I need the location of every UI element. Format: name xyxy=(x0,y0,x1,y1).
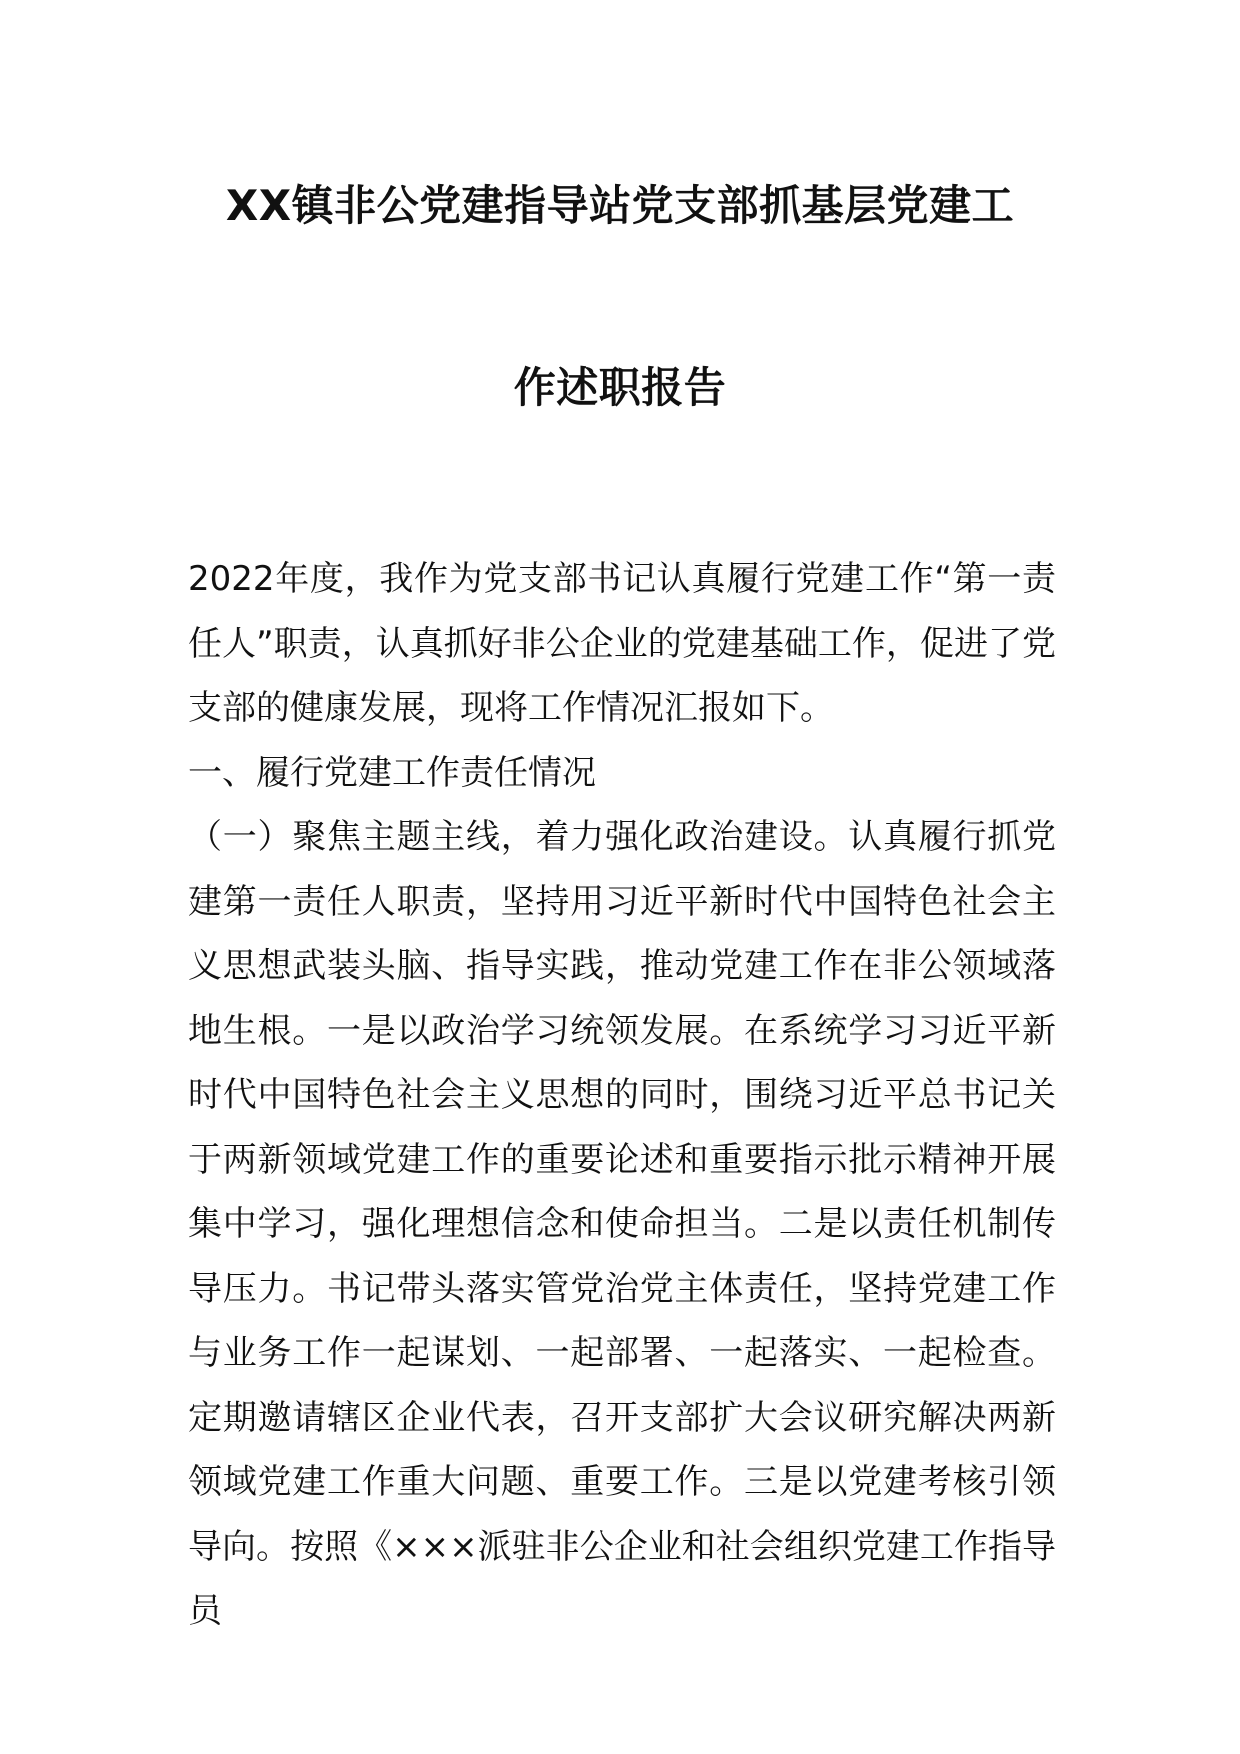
document-title-line-1: XX镇非公党建指导站党支部抓基层党建工 xyxy=(225,181,1015,230)
document-body xyxy=(188,547,1056,1644)
body-paragraph: （一）聚焦主题主线，着力强化政治建设。认真履行抓党建第一责任人职责，坚持用习近平新时代中国特色社会主义思想武装头脑、指导实践，推动党建工作在非公领域落地生根。一是以政治学习统领发展。在系统学习习近平新时代中国特色社会主义思想的同时，围绕习近平总书记关于两新领域党建工作的重要论述和重要指示批示精神开展集中学习，强化理想信念和使命担当。二是以责任机制传导压力。书记带头落实管党治党主体责任，坚持党建工作与业务工作一起谋划、一起部署、一起落实、一起检查。定期邀请辖区企业代表，召开支部扩大会议研究解决两新领域党建工作重大问题、重要工作。三是以党建考核引领导向。按照《×××派驻非公企业和社会组织党建工作指导员 xyxy=(188,817,1056,1631)
document-title-line-2: 作述职报告 xyxy=(513,363,727,412)
intro-paragraph: 2022年度，我作为党支部书记认真履行党建工作“第一责任人”职责，认真抓好非公企业的党建基础工作，促进了党支部的健康发展，现将工作情况汇报如下。 xyxy=(188,559,1056,728)
section-heading: 一、履行党建工作责任情况 xyxy=(188,752,596,793)
